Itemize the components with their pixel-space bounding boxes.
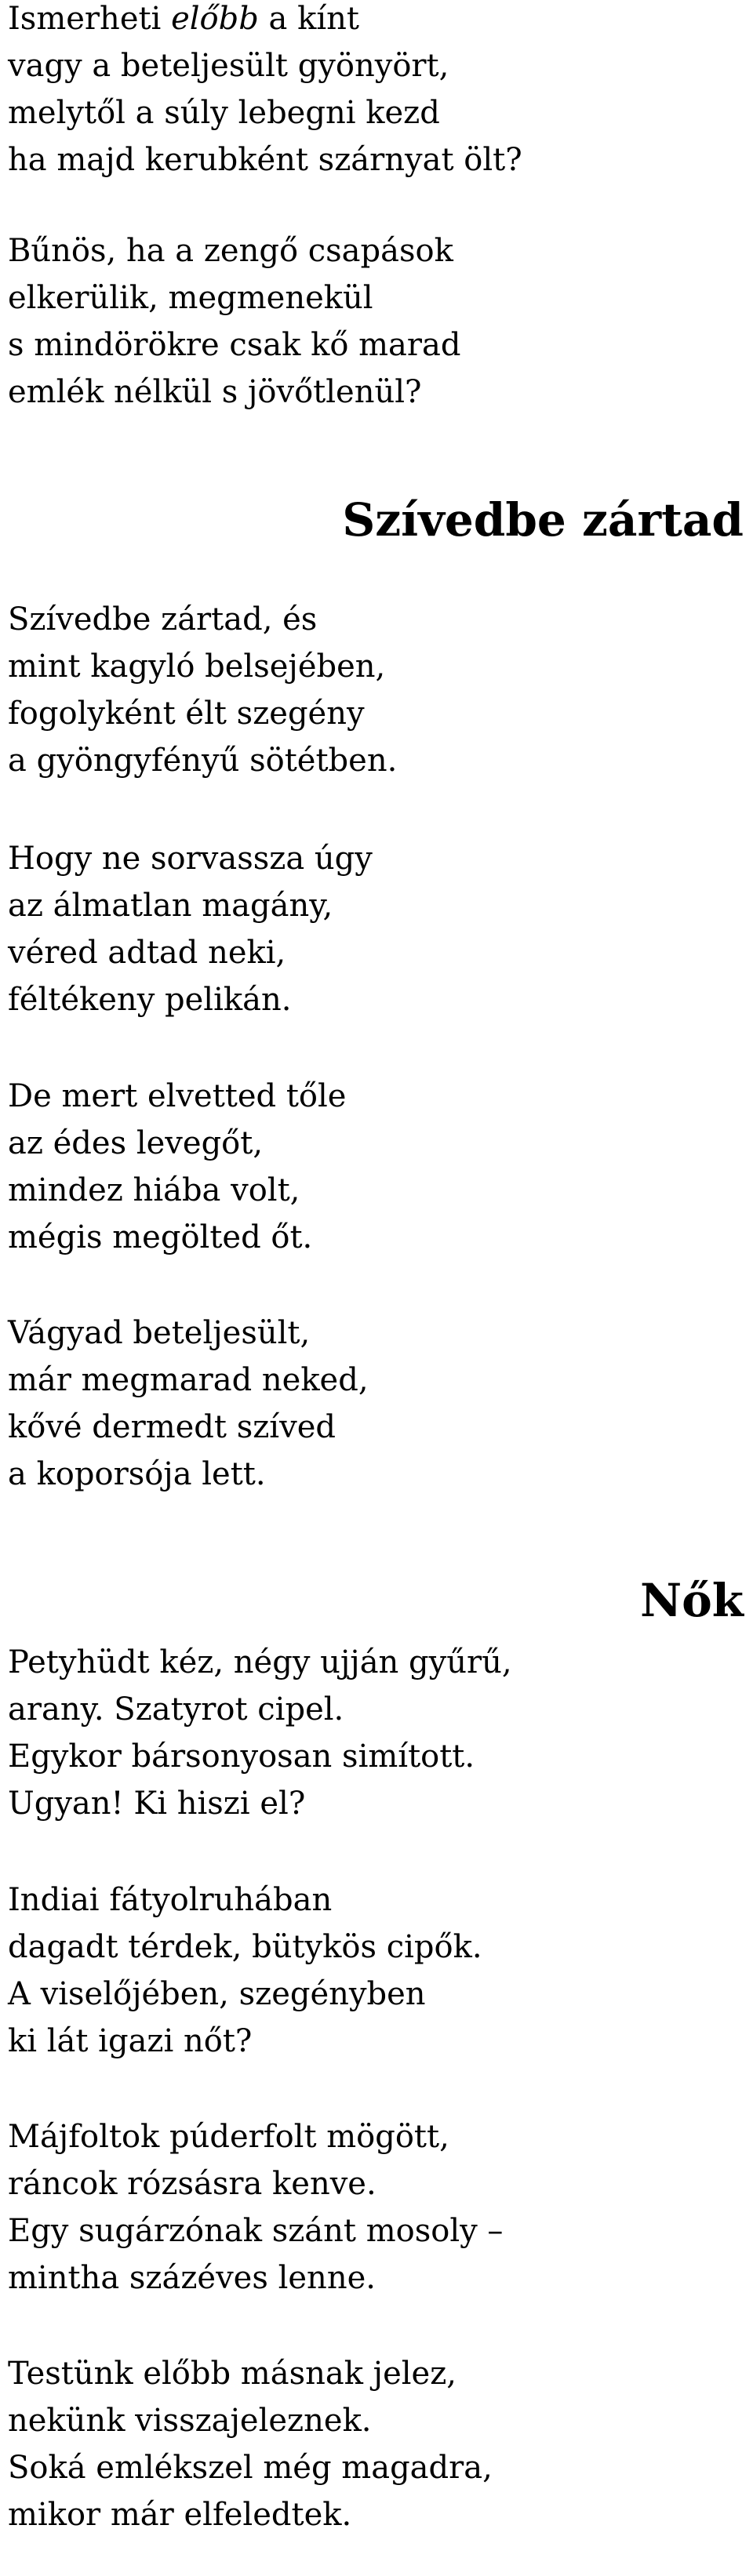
- poem-title: Szívedbe zártad: [342, 493, 744, 547]
- verse-line: már megmarad neked,: [8, 1362, 369, 1398]
- verse-line: De mert elvetted tőle: [8, 1078, 347, 1114]
- verse-line: mint kagyló belsejében,: [8, 649, 386, 685]
- verse-line: Petyhüdt kéz, négy ujján gyűrű,: [8, 1644, 512, 1680]
- verse-line: Bűnös, ha a zengő csapások: [8, 233, 453, 269]
- verse-line: Egy sugárzónak szánt mosoly –: [8, 2213, 504, 2249]
- verse-line: nekünk visszajeleznek.: [8, 2403, 372, 2439]
- verse-line: Májfoltok púderfolt mögött,: [8, 2119, 449, 2155]
- verse-line: Ugyan! Ki hiszi el?: [8, 1786, 306, 1822]
- verse-line: Szívedbe zártad, és: [8, 601, 318, 638]
- verse-line: a koporsója lett.: [8, 1456, 266, 1492]
- verse-line: Soká emlékszel még magadra,: [8, 2450, 493, 2486]
- verse-line: mindez hiába volt,: [8, 1172, 300, 1208]
- verse-line: melytől a súly lebegni kezd: [8, 95, 440, 131]
- verse-line: ráncok rózsásra kenve.: [8, 2166, 376, 2202]
- verse-line: Egykor bársonyosan simított.: [8, 1739, 475, 1775]
- poem-3-stanza-2: [8, 1877, 714, 2065]
- verse-line: mintha százéves lenne.: [8, 2260, 376, 2296]
- verse-line: Ismerheti előbb a kínt: [8, 1, 359, 37]
- verse-line: mikor már elfeledtek.: [8, 2497, 352, 2533]
- poem-2-stanza-1: [8, 596, 714, 784]
- verse-line: A viselőjében, szegényben: [8, 1976, 426, 2012]
- verse-line: az édes levegőt,: [8, 1125, 264, 1161]
- verse-line: emlék nélkül s jövőtlenül?: [8, 374, 422, 410]
- poem-title: Nők: [640, 1574, 744, 1627]
- poem-3-stanza-3: [8, 2113, 714, 2302]
- verse-line: kővé dermedt szíved: [8, 1409, 336, 1445]
- poem-1-stanza-1: [8, 0, 714, 183]
- verse-line: Vágyad beteljesült,: [8, 1315, 311, 1351]
- verse-line: dagadt térdek, bütykös cipők.: [8, 1929, 482, 1965]
- verse-line: vagy a beteljesült gyönyört,: [8, 48, 449, 84]
- verse-line: arany. Szatyrot cipel.: [8, 1691, 344, 1728]
- verse-line: féltékeny pelikán.: [8, 982, 292, 1018]
- italic-word: előbb: [171, 1, 259, 37]
- verse-line: az álmatlan magány,: [8, 888, 333, 924]
- verse-line: Hogy ne sorvassza úgy: [8, 841, 373, 877]
- poem-3-stanza-4: [8, 2350, 714, 2538]
- verse-line: fogolyként élt szegény: [8, 696, 365, 732]
- verse-line: s mindörökre csak kő marad: [8, 327, 461, 363]
- verse-line: ha majd kerubként szárnyat ölt?: [8, 142, 522, 178]
- verse-line: véred adtad neki,: [8, 935, 286, 971]
- verse-line: ki lát igazi nőt?: [8, 2023, 253, 2059]
- poem-3-stanza-1: [8, 1639, 714, 1827]
- poem-1-stanza-2: [8, 227, 714, 416]
- poem-2-stanza-2: [8, 835, 714, 1023]
- poem-2-stanza-3: [8, 1073, 714, 1261]
- verse-line: Indiai fátyolruhában: [8, 1882, 333, 1918]
- verse-line: Testünk előbb másnak jelez,: [8, 2356, 457, 2392]
- poem-2-stanza-4: [8, 1310, 714, 1498]
- verse-line: elkerülik, megmenekül: [8, 280, 373, 316]
- verse-line: mégis megölted őt.: [8, 1219, 313, 1255]
- verse-line: a gyöngyfényű sötétben.: [8, 743, 398, 779]
